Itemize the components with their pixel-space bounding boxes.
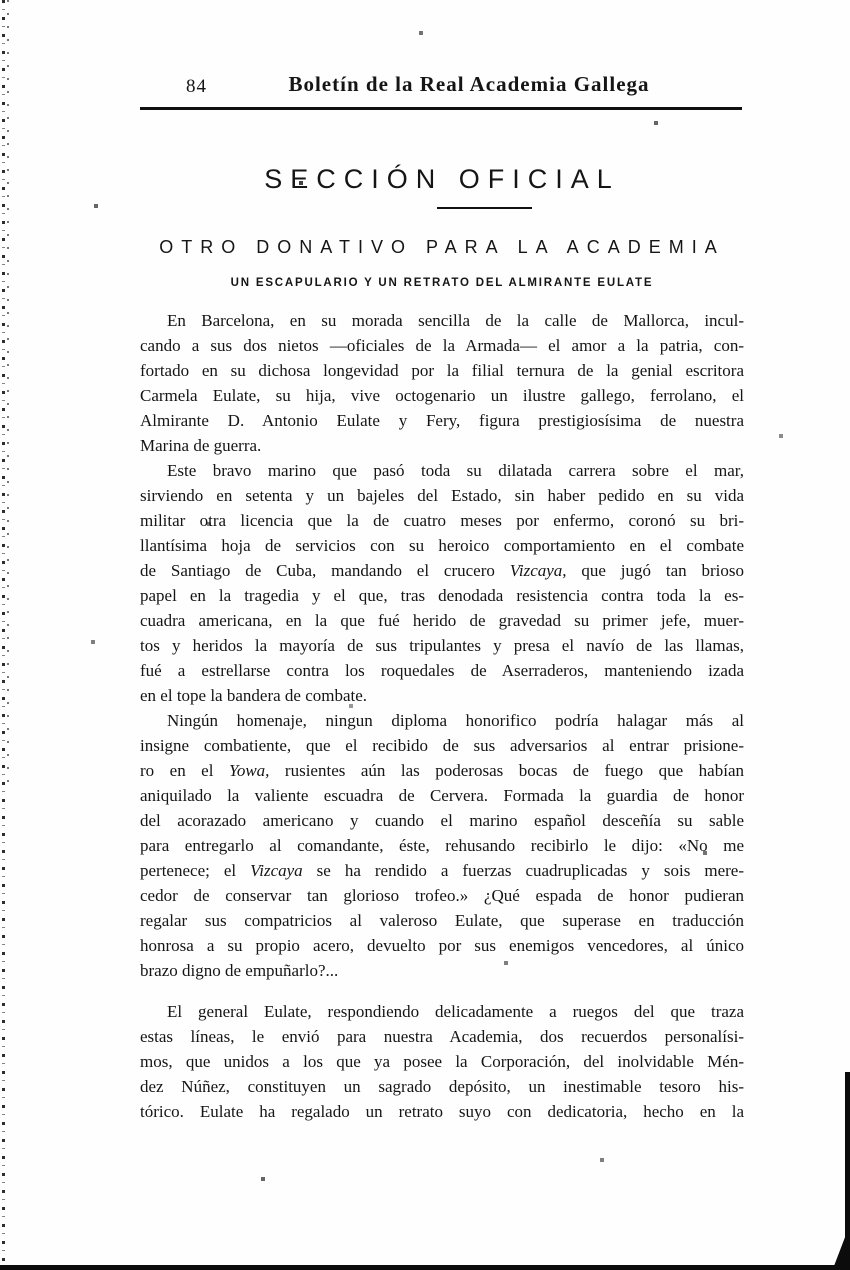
text-run: insigne combatiente, que el recibido de sus adversarios al entrar prisione- [140, 736, 744, 755]
text-run: honrosa a su propio acero, devuelto por sus enemigos vencedores, al único [140, 936, 744, 955]
section-title-divider [437, 207, 532, 209]
text-run: fortado en su dichosa longevidad por la filial ternura de la genial escritora [140, 361, 744, 380]
text-run: cedor de conservar tan glorioso trofeo.» ¿Qué espada de honor pudieran [140, 886, 744, 905]
text-run: tos y heridos la mayoría de sus tripulantes y presa el navío de las llamas, [140, 636, 744, 655]
text-line [140, 533, 744, 558]
text-line [140, 883, 744, 908]
text-line [140, 958, 744, 983]
article-body [140, 308, 744, 1124]
text-line [140, 858, 744, 883]
text-line [140, 633, 744, 658]
text-run: tórico. Eulate ha regalado un retrato suyo con dedicatoria, hecho en la [140, 1102, 744, 1121]
text-run: aniquilado la valiente escuadra de Cervera. Formada la guardia de honor [140, 786, 744, 805]
text-run: estas líneas, le envió para nuestra Academia, dos recuerdos personalísi- [140, 1027, 744, 1046]
text-run: brazo digno de empuñarlo?... [140, 961, 339, 980]
text-run: dez Núñez, constituyen un sagrado depósito, un inestimable tesoro his- [140, 1077, 744, 1096]
text-run: papel en la tragedia y el que, tras denodada resistencia contra toda la es- [140, 586, 744, 605]
text-line [140, 408, 744, 433]
text-run: Este bravo marino que pasó toda su dilatada carrera sobre el mar, [167, 461, 744, 480]
italic-text-run: Vizcaya, [509, 561, 567, 580]
text-line [140, 808, 744, 833]
text-run: cuadra americana, en la que fué herido de gravedad su primer jefe, muer- [140, 611, 744, 630]
text-line [140, 358, 744, 383]
text-run: Carmela Eulate, su hija, vive octogenario un ilustre gallego, ferrolano, el [140, 386, 744, 405]
text-line [140, 333, 744, 358]
text-line [140, 658, 744, 683]
article-title: OTRO DONATIVO PARA LA ACADEMIA [159, 237, 725, 257]
text-line [140, 908, 744, 933]
italic-text-run: Yowa, [228, 761, 270, 780]
text-line [140, 1049, 744, 1074]
scan-noise-strip [7, 0, 9, 787]
article-subtitle: UN ESCAPULARIO Y UN RETRATO DEL ALMIRANTE EULATE [230, 277, 654, 289]
text-line [140, 1074, 744, 1099]
scan-artifact-bottom-edge [0, 1265, 850, 1270]
italic-text-run: Vizcaya [250, 861, 303, 880]
text-line [140, 608, 744, 633]
text-line [140, 583, 744, 608]
scan-noise-left-edge [0, 0, 12, 1270]
text-run: ro en el [140, 761, 229, 780]
journal-title: Boletín de la Real Academia Gallega [288, 72, 650, 96]
text-run: se ha rendido a fuerzas cuadruplicadas y sois mere- [302, 861, 744, 880]
text-line [140, 1024, 744, 1049]
text-line [140, 999, 744, 1024]
text-run: Marina de guerra. [140, 436, 262, 455]
page-header [140, 70, 744, 102]
text-line [140, 933, 744, 958]
text-run: que jugó tan brioso [566, 561, 744, 580]
text-run: pertenece; el [140, 861, 251, 880]
text-run: sirviendo en setenta y un bajeles del Estado, sin haber pedido en su vida [140, 486, 744, 505]
section-title: SECCIÓN OFICIAL [264, 164, 620, 194]
text-run: llantísima hoja de servicios con su heroico comportamiento en el combate [140, 536, 744, 555]
text-line [140, 833, 744, 858]
scan-noise-strip [2, 0, 5, 1270]
paragraph [140, 708, 744, 983]
scan-specks [0, 0, 2, 2]
text-run: regalar sus compatricios al valeroso Eulate, que superase en traducción [140, 911, 744, 930]
text-line [140, 733, 744, 758]
text-run: Ningún homenaje, ningun diploma honorifico podría halagar más al [167, 711, 744, 730]
text-run: en el tope la bandera de combate. [140, 686, 368, 705]
text-line [140, 783, 744, 808]
text-line [140, 308, 744, 333]
text-run: mos, que unidos a los que ya posee la Corporación, del inolvidable Mén- [140, 1052, 744, 1071]
text-run: fué a estrellarse contra los roquedales de Aserraderos, manteniendo izada [140, 661, 744, 680]
text-run: En Barcelona, en su morada sencilla de la calle de Mallorca, incul- [167, 311, 744, 330]
text-line [140, 683, 744, 708]
text-line [140, 433, 744, 458]
paragraph [140, 999, 744, 1124]
text-line [140, 483, 744, 508]
text-line [140, 1099, 744, 1124]
text-run: militar otra licencia que la de cuatro meses por enfermo, coronó su bri- [140, 511, 744, 530]
text-run: de Santiago de Cuba, mandando el crucero [140, 561, 510, 580]
text-run: rusientes aún las poderosas bocas de fuego que habían [269, 761, 744, 780]
text-run: del acorazado americano y cuando el marino español desceñía su sable [140, 811, 744, 830]
page-number: 84 [186, 76, 207, 97]
text-run: El general Eulate, respondiendo delicadamente a ruegos del que traza [167, 1002, 744, 1021]
text-line [140, 383, 744, 408]
text-line [140, 558, 744, 583]
text-line [140, 508, 744, 533]
text-line [140, 758, 744, 783]
header-rule [140, 107, 742, 110]
text-line [140, 458, 744, 483]
text-run: Almirante D. Antonio Eulate y Fery, figura prestigiosísima de nuestra [140, 411, 744, 430]
paragraph [140, 308, 744, 458]
text-line [140, 708, 744, 733]
text-run: cando a sus dos nietos —oficiales de la Armada— el amor a la patria, con- [140, 336, 744, 355]
paragraph [140, 458, 744, 708]
scan-smudge-corner [834, 1232, 847, 1266]
text-run: para entregarlo al comandante, éste, rehusando recibirlo le dijo: «No me [140, 836, 744, 855]
